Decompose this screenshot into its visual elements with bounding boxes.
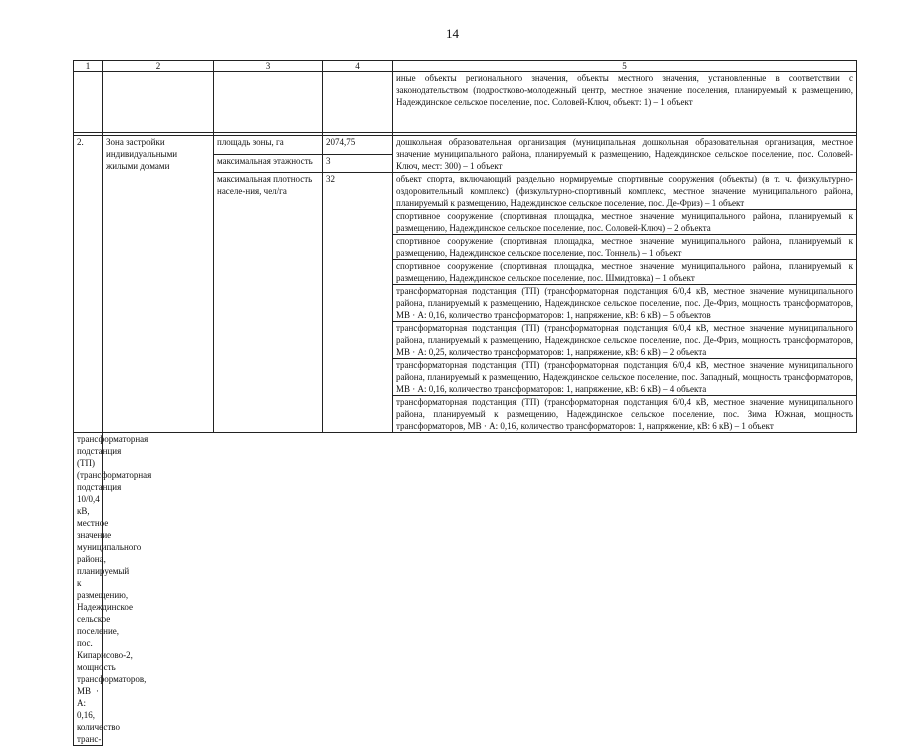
param-name-area: площадь зоны, га: [214, 136, 323, 155]
page-number: 14: [446, 26, 459, 41]
object-item: трансформаторная подстанция (ТП) (трансформаторная подстанция 6/0,4 кВ, местное значение муниципального района, планируемый к размещению, Надеждинское сельское поселение, пос. Де-Фриз, мощность трансформаторов, МВ · А: 0,25, количество трансформаторов: 1, напряжение, кВ: 6 кВ) – 2 объекта: [393, 322, 857, 359]
object-item: трансформаторная подстанция (ТП) (трансформаторная подстанция 6/0,4 кВ, местное значение муниципального района, планируемый к размещению, Надеждинское сельское поселение, пос. Де-Фриз, мощность трансформаторов, МВ · А: 0,16, количество трансформаторов: 1, напряжение, кВ: 6 кВ) – 5 объектов: [393, 285, 857, 322]
object-item: спортивное сооружение (спортивная площадка, местное значение муниципального района, планируемый к размещению, Надеждинское сельское поселение, пос. Шмидтовка) – 1 объект: [393, 260, 857, 285]
table-row: [74, 433, 857, 746]
column-header-4: 4: [323, 61, 393, 72]
row-number: 2.: [74, 136, 103, 433]
continuation-row: [74, 72, 857, 133]
column-header-1: 1: [74, 61, 103, 72]
column-header-3: 3: [214, 61, 323, 72]
zone-name: Зона застройки индивидуальными жилыми домами: [103, 136, 214, 433]
table-header-row: [74, 61, 857, 72]
document-table: [73, 60, 857, 746]
param-name-floors: максимальная этажность: [214, 154, 323, 173]
column-header-2: 2: [103, 61, 214, 72]
param-value-floors: 3: [323, 154, 393, 173]
table-row: [74, 136, 857, 155]
column-header-5: 5: [393, 61, 857, 72]
object-item: объект спорта, включающий раздельно нормируемые спортивные сооружения (объекты) (в т. ч. физкультурно-оздоровительный комплекс) (физкультурно-спортивный комплекс, местное значение муниципального района, планируемый к размещению, Надеждинское сельское поселение, пос. Де-Фриз) – 1 объект: [393, 173, 857, 210]
object-item: трансформаторная подстанция (ТП) (трансформаторная подстанция 6/0,4 кВ, местное значение муниципального района, планируемый к размещению, Надеждинское сельское поселение, пос. Зима Южная, мощность трансформаторов, МВ · А: 0,16, количество трансформаторов: 1, напряжение, кВ: 6 кВ) – 1 объект: [393, 396, 857, 433]
param-name-density: максимальная плотность населе-ния, чел/га: [214, 173, 323, 433]
object-item: трансформаторная подстанция (ТП) (трансформаторная подстанция 6/0,4 кВ, местное значение муниципального района, планируемый к размещению, Надеждинское сельское поселение, пос. Западный, мощность трансформаторов, МВ · А: 0,16, количество трансформаторов: 1, напряжение, кВ: 6 кВ) – 4 объекта: [393, 359, 857, 396]
object-item: спортивное сооружение (спортивная площадка, местное значение муниципального района, планируемый к размещению, Надеждинское сельское поселение, пос. Тоннель) – 1 объект: [393, 235, 857, 260]
param-value-density: 32: [323, 173, 393, 433]
object-item: спортивное сооружение (спортивная площадка, местное значение муниципального района, планируемый к размещению, Надеждинское сельское поселение, пос. Соловей-Ключ) – 2 объекта: [393, 210, 857, 235]
param-value-area: 2074,75: [323, 136, 393, 155]
object-item: трансформаторная подстанция (ТП) (трансформаторная подстанция 10/0,4 кВ, местное значение муниципального района, планируемый к размещению, Надеждинское сельское поселение, пос. Кипарисово-2, мощность трансформаторов, МВ · А: 0,16, количество транс-: [74, 433, 103, 746]
object-item: дошкольная образовательная организация (муниципальная дошкольная образовательная организация, местное значение муниципального района, планируемый к размещению, Надеждинское сельское поселение, пос. Соловей-Ключ, мест: 300) – 1 объект: [393, 136, 857, 173]
continuation-text: иные объекты регионального значения, объекты местного значения, установленные в соответствии с законодательством (подростково-молодежный центр, местное значение поселения, планируемый к размещению, Надеждинское сельское поселение, пос. Соловей-Ключ, объект: 1) – 1 объект: [393, 72, 857, 133]
